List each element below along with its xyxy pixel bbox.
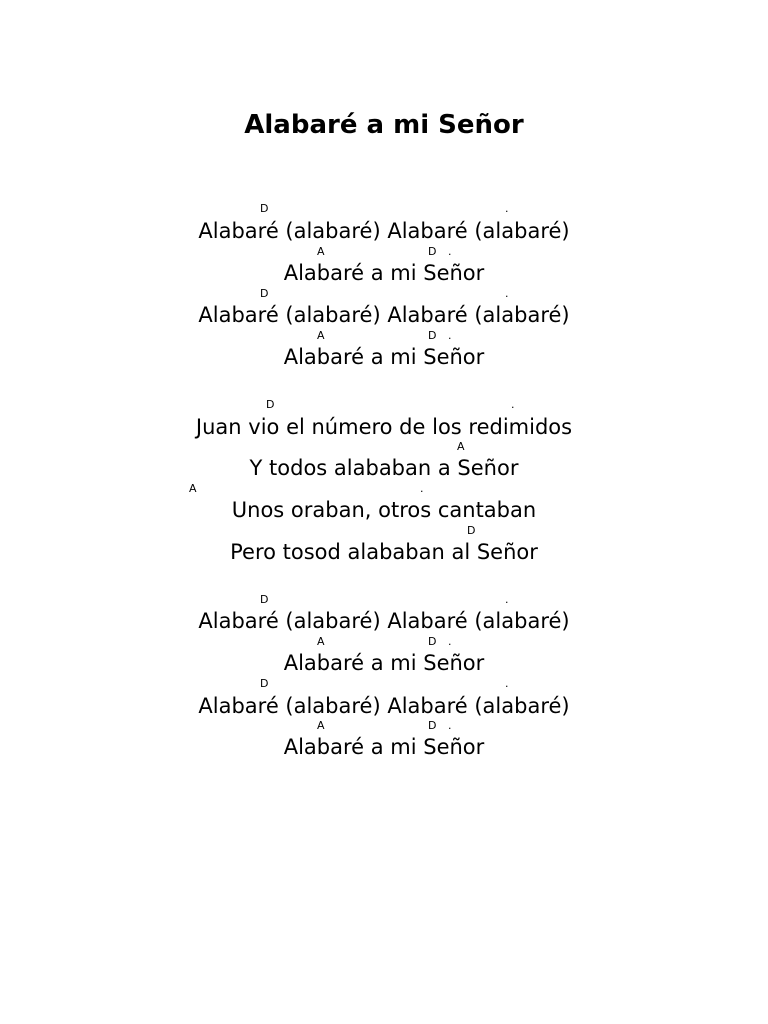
chord: . xyxy=(511,398,515,411)
chord: D xyxy=(428,719,437,732)
chord: A xyxy=(317,329,325,342)
chord: . xyxy=(420,482,424,495)
chord: . xyxy=(448,719,452,732)
chord: D xyxy=(467,524,476,537)
chord: A xyxy=(317,719,325,732)
chord: D xyxy=(428,245,437,258)
lyric-line: Alabaré a mi Señor xyxy=(283,735,485,759)
chord: . xyxy=(505,677,509,690)
chord: A xyxy=(317,245,325,258)
chord: . xyxy=(448,245,452,258)
song-title: Alabaré a mi Señor xyxy=(244,110,524,140)
chord: . xyxy=(505,287,509,300)
chord: D xyxy=(428,329,437,342)
chord: D xyxy=(260,677,269,690)
chord: D xyxy=(260,202,269,215)
lyric-line: Y todos alababan a Señor xyxy=(249,456,519,480)
lyric-line: Alabaré a mi Señor xyxy=(283,345,485,369)
chord: . xyxy=(448,329,452,342)
chord: D xyxy=(260,593,269,606)
chord: A xyxy=(317,635,325,648)
chord: A xyxy=(189,482,197,495)
chord: D xyxy=(260,287,269,300)
lyric-line: Alabaré (alabaré) Alabaré (alabaré) xyxy=(198,219,570,243)
chord: D xyxy=(266,398,275,411)
chord: . xyxy=(448,635,452,648)
lyric-line: Alabaré a mi Señor xyxy=(283,261,485,285)
lyric-line: Alabaré (alabaré) Alabaré (alabaré) xyxy=(198,303,570,327)
chord: A xyxy=(457,440,465,453)
lyric-line: Juan vio el número de los redimidos xyxy=(195,415,573,439)
chord: . xyxy=(505,593,509,606)
lyric-line: Alabaré (alabaré) Alabaré (alabaré) xyxy=(198,694,570,718)
lyric-line: Pero tosod alababan al Señor xyxy=(230,540,538,564)
chord: . xyxy=(505,202,509,215)
lyric-line: Alabaré (alabaré) Alabaré (alabaré) xyxy=(198,609,570,633)
lyric-line: Unos oraban, otros cantaban xyxy=(231,498,537,522)
lyric-line: Alabaré a mi Señor xyxy=(283,651,485,675)
chord: D xyxy=(428,635,437,648)
